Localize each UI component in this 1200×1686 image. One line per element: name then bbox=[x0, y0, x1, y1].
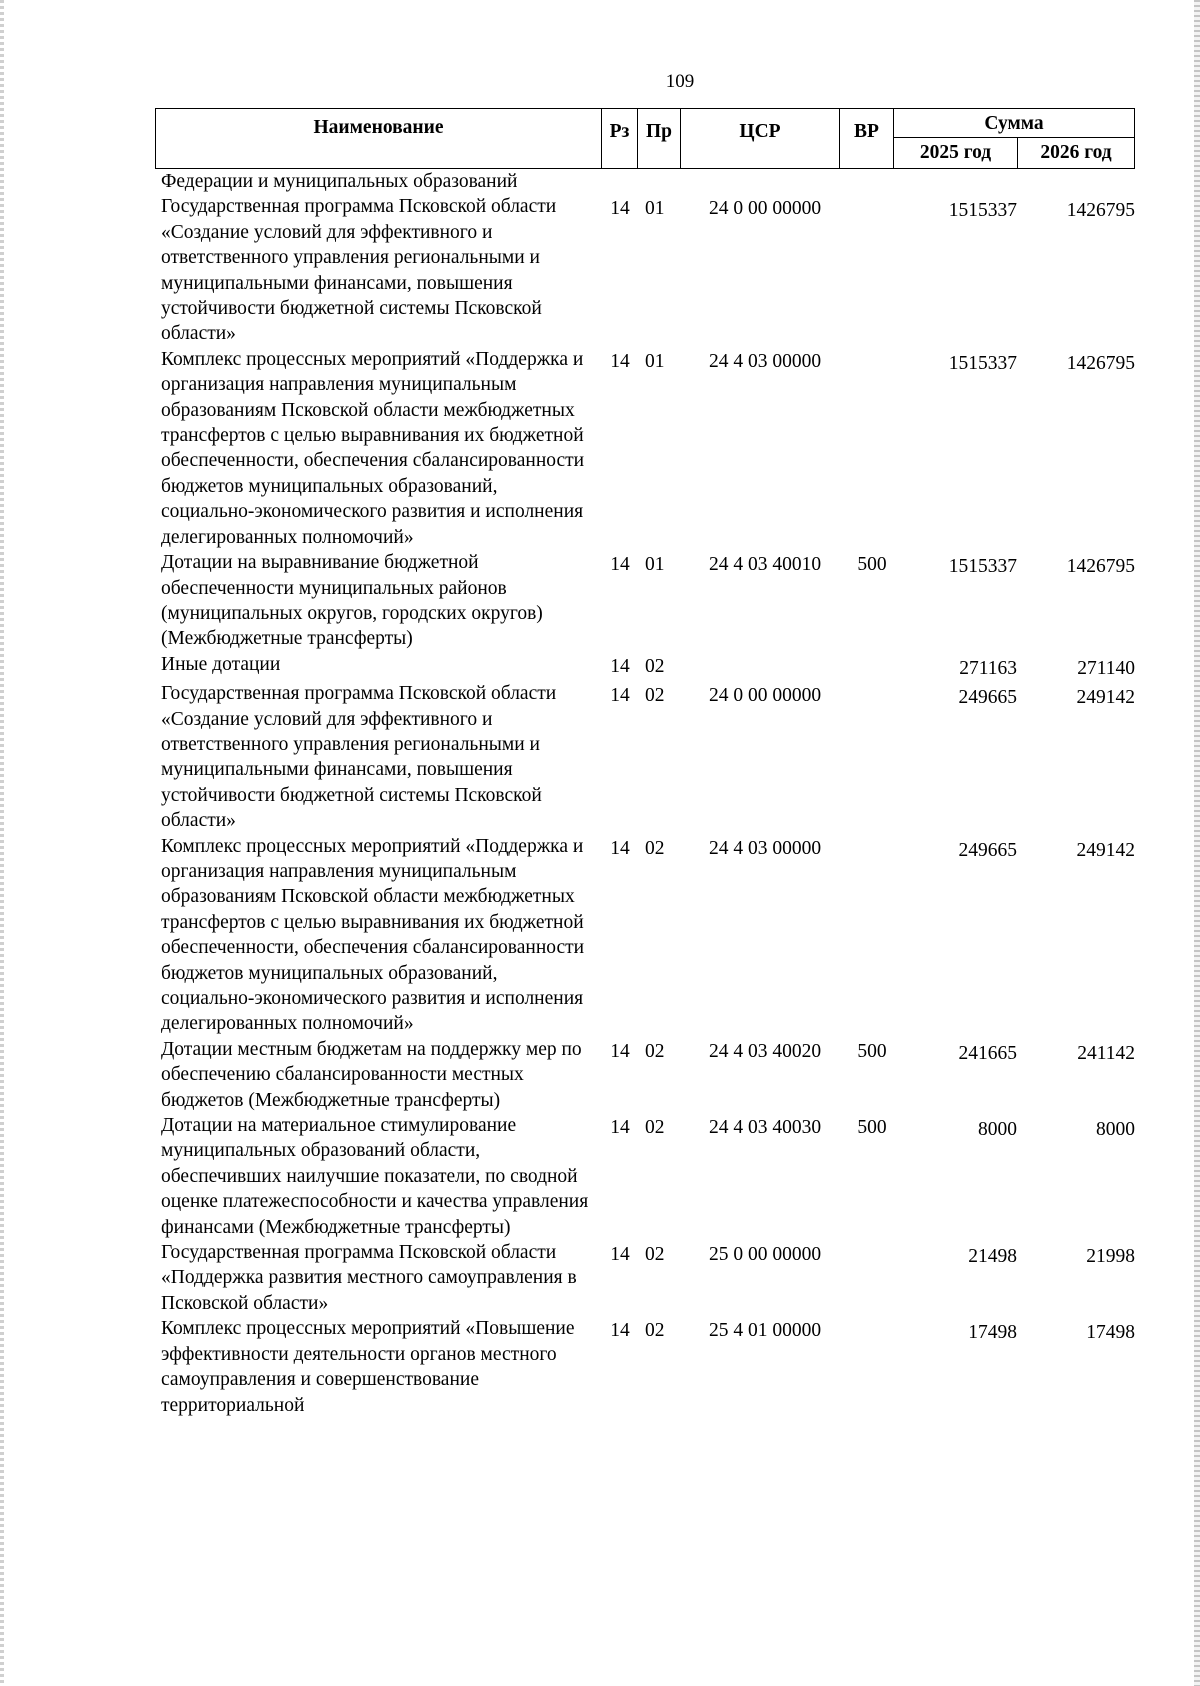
table-row bbox=[155, 550, 1135, 652]
row-rz: 14 bbox=[610, 655, 630, 677]
row-csr: 25 0 00 00000 bbox=[708, 1244, 822, 1266]
row-rz: 14 bbox=[610, 1117, 630, 1139]
row-vr: 500 bbox=[857, 554, 887, 576]
row-sum-2025: 1515337 bbox=[948, 352, 1017, 374]
page-number: 109 bbox=[665, 71, 695, 92]
row-name: Государственная программа Псковской области «Создание условий для эффективного и ответственного управления региональными и муниципальными финансами, повышения устойчивости бюджетной системы Псковской области» bbox=[161, 196, 557, 345]
row-csr: 24 4 03 40030 bbox=[708, 1117, 822, 1139]
header-year-2026: 2026 год bbox=[1017, 137, 1135, 169]
row-vr bbox=[845, 347, 899, 349]
table-row bbox=[155, 1316, 1135, 1418]
header-csr: ЦСР bbox=[680, 108, 840, 169]
row-sum-2025: 8000 bbox=[978, 1119, 1017, 1141]
row-csr: 24 4 03 00000 bbox=[708, 350, 822, 372]
row-name: Комплекс процессных мероприятий «Поддержка и организация направления муниципальным образованиям Псковской области межбюджетных трансфертов с целью выравнивания их бюджетной обеспеченности, обеспечения сбалансированности бюджетов муниципальных образований, социально-экономического развития и исполнения делегированных полномочий» bbox=[161, 835, 585, 1035]
table-row bbox=[155, 1240, 1135, 1316]
table-row bbox=[155, 652, 1135, 681]
scan-edge-right bbox=[1194, 0, 1200, 1686]
row-sum-2025: 271163 bbox=[959, 657, 1017, 679]
table-row bbox=[155, 681, 1135, 833]
row-sum-2026: 21998 bbox=[1086, 1246, 1135, 1268]
row-vr bbox=[845, 1240, 899, 1242]
row-pr: 02 bbox=[645, 1040, 665, 1062]
row-vr bbox=[845, 681, 899, 683]
table-row bbox=[155, 194, 1135, 346]
row-name: Иные дотации bbox=[161, 653, 281, 675]
header-rz: Рз bbox=[601, 108, 638, 169]
row-rz: 14 bbox=[610, 350, 630, 372]
row-rz: 14 bbox=[610, 1244, 630, 1266]
row-name: Комплекс процессных мероприятий «Поддержка и организация направления муниципальным образованиям Псковской области межбюджетных трансфертов с целью выравнивания их бюджетной обеспеченности, обеспечения сбалансированности бюджетов муниципальных образований, социально-экономического развития и исполнения делегированных полномочий» bbox=[161, 348, 585, 548]
row-name: Государственная программа Псковской области «Создание условий для эффективного и ответственного управления региональными и муниципальными финансами, повышения устойчивости бюджетной системы Псковской области» bbox=[161, 683, 557, 832]
row-vr bbox=[845, 169, 899, 171]
row-csr: 25 4 01 00000 bbox=[708, 1320, 822, 1342]
row-sum-2026: 1426795 bbox=[1066, 200, 1135, 222]
row-sum-2026: 241142 bbox=[1077, 1042, 1135, 1064]
row-pr: 01 bbox=[645, 554, 665, 576]
row-sum-2026 bbox=[1025, 169, 1135, 173]
row-vr: 500 bbox=[857, 1040, 887, 1062]
header-pr: Пр bbox=[637, 108, 681, 169]
row-sum-2026: 8000 bbox=[1096, 1119, 1135, 1141]
row-name: Дотации на материальное стимулирование муниципальных образований области, обеспечивших наилучшие показатели, по сводной оценке платежеспособности и качества управления финансами (Межбюджетные трансферты) bbox=[161, 1115, 589, 1238]
row-sum-2025: 241665 bbox=[958, 1042, 1017, 1064]
row-vr bbox=[845, 652, 899, 654]
row-sum-2026: 271140 bbox=[1077, 657, 1135, 679]
row-csr: 24 0 00 00000 bbox=[708, 685, 822, 707]
row-name: Государственная программа Псковской области «Поддержка развития местного самоуправления в Псковской области» bbox=[161, 1242, 577, 1314]
row-rz: 14 bbox=[610, 1040, 630, 1062]
header-vr: ВР bbox=[839, 108, 894, 169]
row-rz: 14 bbox=[610, 685, 630, 707]
row-csr: 24 4 03 40020 bbox=[708, 1040, 822, 1062]
row-sum-2025: 1515337 bbox=[948, 556, 1017, 578]
row-sum-2025: 17498 bbox=[968, 1322, 1017, 1344]
row-sum-2026: 249142 bbox=[1076, 839, 1135, 861]
row-sum-2025: 21498 bbox=[968, 1246, 1017, 1268]
row-pr: 02 bbox=[645, 1117, 665, 1139]
header-sum: Сумма bbox=[893, 108, 1135, 138]
table-row bbox=[155, 347, 1135, 550]
row-vr bbox=[845, 834, 899, 836]
row-pr: 02 bbox=[645, 837, 665, 859]
row-sum-2026: 1426795 bbox=[1066, 556, 1135, 578]
row-sum-2025 bbox=[899, 169, 1025, 173]
row-sum-2025: 249665 bbox=[958, 687, 1017, 709]
row-vr: 500 bbox=[857, 1117, 887, 1139]
budget-table bbox=[155, 108, 1135, 1418]
row-name: Дотации на выравнивание бюджетной обеспеченности муниципальных районов (муниципальных округов, городских округов) (Межбюджетные трансферты) bbox=[161, 552, 543, 650]
row-sum-2026: 1426795 bbox=[1066, 352, 1135, 374]
row-csr: 24 4 03 00000 bbox=[708, 837, 822, 859]
row-pr: 02 bbox=[645, 655, 665, 677]
row-sum-2026: 17498 bbox=[1086, 1322, 1135, 1344]
row-csr bbox=[685, 169, 845, 171]
row-vr bbox=[845, 1316, 899, 1318]
table-row bbox=[155, 1113, 1135, 1240]
header-year-2025: 2025 год bbox=[893, 137, 1018, 169]
table-row bbox=[155, 834, 1135, 1037]
row-sum-2026: 249142 bbox=[1076, 687, 1135, 709]
row-pr: 01 bbox=[645, 198, 665, 220]
table-header bbox=[155, 108, 1135, 169]
table-row bbox=[155, 169, 1135, 194]
row-name: Федерации и муниципальных образований bbox=[161, 171, 518, 192]
row-pr bbox=[645, 169, 685, 171]
row-csr: 24 0 00 00000 bbox=[708, 198, 822, 220]
row-name: Дотации местным бюджетам на поддержку мер по обеспечению сбалансированности местных бюджетов (Межбюджетные трансферты) bbox=[161, 1038, 582, 1111]
row-csr: 24 4 03 40010 bbox=[708, 554, 822, 576]
header-name: Наименование bbox=[155, 108, 602, 169]
row-rz: 14 bbox=[610, 1320, 630, 1342]
row-pr: 02 bbox=[645, 1244, 665, 1266]
row-csr bbox=[685, 652, 845, 654]
row-pr: 02 bbox=[645, 1320, 665, 1342]
row-rz: 14 bbox=[610, 554, 630, 576]
row-pr: 02 bbox=[645, 685, 665, 707]
row-rz: 14 bbox=[610, 198, 630, 220]
row-name: Комплекс процессных мероприятий «Повышение эффективности деятельности органов местного самоуправления и совершенствование территориальной bbox=[161, 1318, 575, 1416]
table-row bbox=[155, 1037, 1135, 1113]
row-sum-2025: 1515337 bbox=[948, 200, 1017, 222]
row-rz: 14 bbox=[610, 837, 630, 859]
row-rz bbox=[595, 169, 645, 171]
scan-edge-left bbox=[0, 0, 4, 1686]
row-sum-2025: 249665 bbox=[958, 839, 1017, 861]
row-pr: 01 bbox=[645, 350, 665, 372]
row-vr bbox=[845, 194, 899, 196]
